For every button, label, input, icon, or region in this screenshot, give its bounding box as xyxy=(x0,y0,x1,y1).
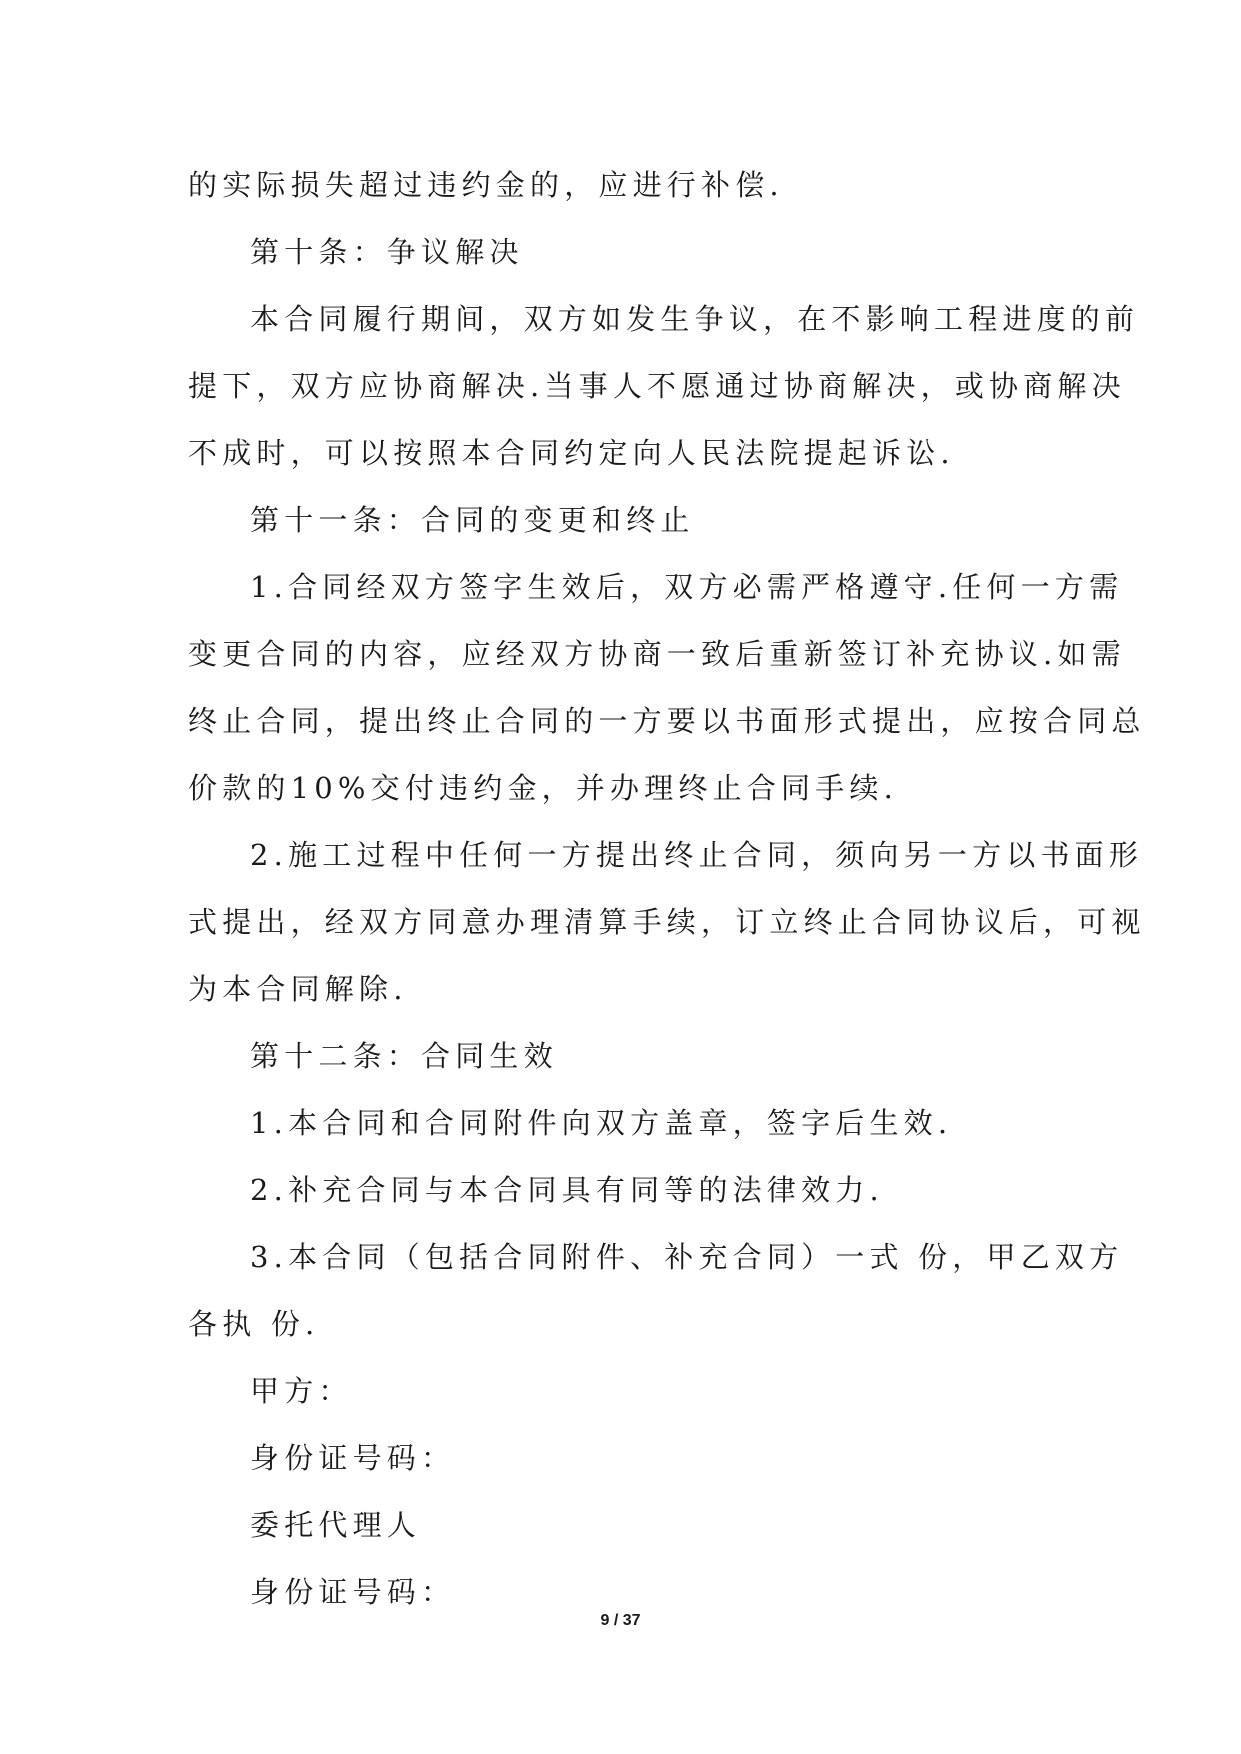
text-line: 不成时，可以按照本合同约定向人民法院提起诉讼. xyxy=(188,436,955,470)
document-body xyxy=(188,152,1146,1626)
text-line: 3.本合同（包括合同附件、补充合同）一式 份，甲乙双方 xyxy=(250,1240,1124,1274)
section-heading-article-10: 第十条：争议解决 xyxy=(250,235,524,269)
text-line: 各执 份. xyxy=(188,1307,320,1341)
text-line: 式提出，经双方同意办理清算手续，订立终止合同协议后，可视 xyxy=(188,905,1146,939)
text-line: 1.合同经双方签字生效后，双方必需严格遵守.任何一方需 xyxy=(250,570,1124,604)
page-number: 9 / 37 xyxy=(600,1612,641,1629)
text-line: 变更合同的内容，应经双方协商一致后重新签订补充协议.如需 xyxy=(188,637,1126,671)
text-line: 2.补充合同与本合同具有同等的法律效力. xyxy=(250,1173,884,1207)
section-heading-article-12: 第十二条：合同生效 xyxy=(250,1039,558,1073)
text-line: 提下，双方应协商解决.当事人不愿通过协商解决，或协商解决 xyxy=(188,369,1126,403)
section-heading-article-11: 第十一条：合同的变更和终止 xyxy=(250,503,695,537)
party-a-label: 甲方： xyxy=(250,1374,353,1408)
id-number-label: 身份证号码： xyxy=(250,1441,456,1475)
text-line: 的实际损失超过违约金的，应进行补偿. xyxy=(188,168,784,202)
id-number-label: 身份证号码： xyxy=(250,1575,456,1609)
text-line: 2.施工过程中任何一方提出终止合同，须向另一方以书面形 xyxy=(250,838,1144,872)
text-line: 价款的10%交付违约金，并办理终止合同手续. xyxy=(188,771,899,805)
text-line: 为本合同解除. xyxy=(188,972,408,1006)
text-line: 终止合同，提出终止合同的一方要以书面形式提出，应按合同总 xyxy=(188,704,1146,738)
text-line: 1.本合同和合同附件向双方盖章，签字后生效. xyxy=(250,1106,953,1140)
text-line: 本合同履行期间，双方如发生争议，在不影响工程进度的前 xyxy=(250,302,1140,336)
agent-label: 委托代理人 xyxy=(250,1508,422,1542)
